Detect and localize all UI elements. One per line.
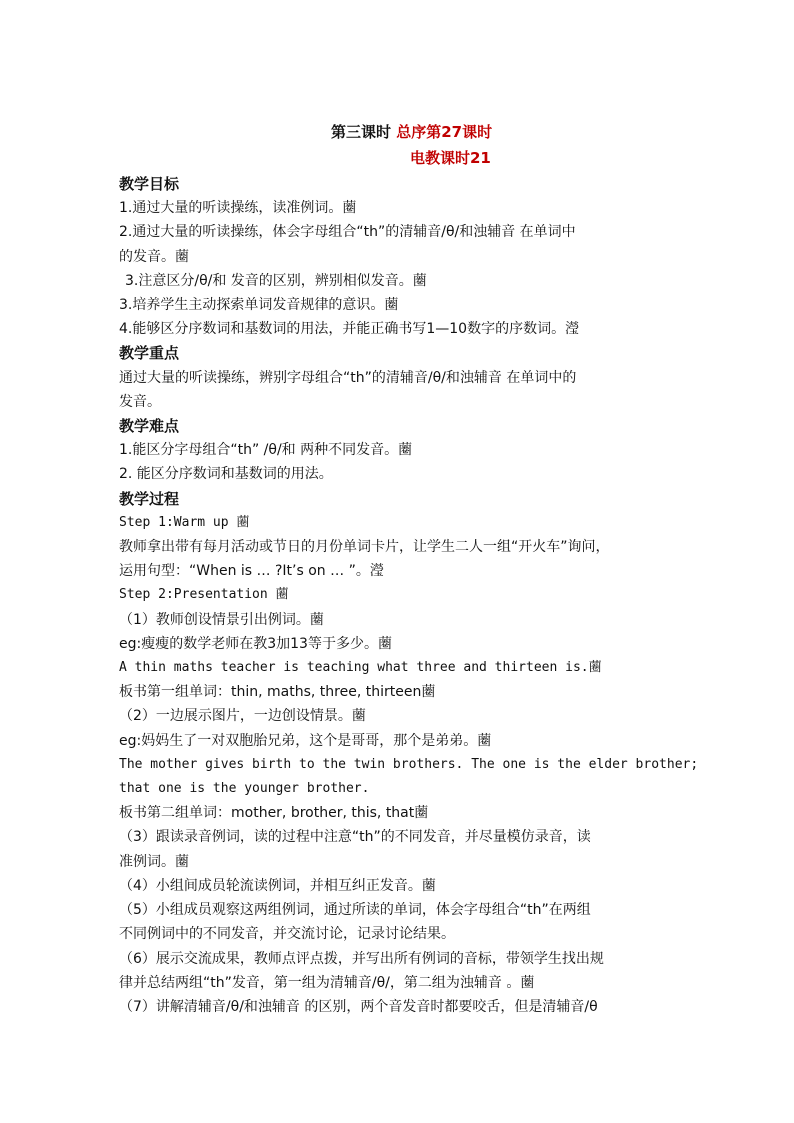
lesson-title-part1: 第三课时 xyxy=(331,123,397,141)
text-line: Step 2:Presentation 蔨 xyxy=(119,587,289,603)
lesson-subtitle: 电教课时21 xyxy=(410,149,491,167)
text-line: 2. 能区分序数词和基数词的用法。 xyxy=(119,466,333,483)
text-line: （7）讲解清辅音/θ/和浊辅音 的区别，两个音发音时都要咬舌，但是清辅音/θ xyxy=(119,998,598,1015)
text-line: Step 1:Warm up 蔨 xyxy=(119,514,250,530)
text-line: （4）小组间成员轮流读例词，并相互纠正发音。蔨 xyxy=(119,877,436,894)
text-line: （1）教师创设情景引出例词。蔨 xyxy=(119,611,324,628)
text-line: 的发音。蔨 xyxy=(119,248,189,265)
text-line: 不同例词中的不同发音，并交流讨论，记录讨论结果。 xyxy=(119,926,455,943)
text-line: 2.通过大量的听读操练，体会字母组合“th”的清辅音/θ/和浊辅音 在单词中 xyxy=(119,224,576,241)
section-heading: 教学过程 xyxy=(119,489,180,508)
text-line: （5）小组成员观察这两组例词，通过所读的单词，体会字母组合“th”在两组 xyxy=(119,902,591,919)
text-line: 运用句型：“When is … ?It’s on … ”。瀅 xyxy=(119,563,384,580)
document-body xyxy=(119,172,699,1019)
text-line: 1.通过大量的听读操练，读准例词。蔨 xyxy=(119,200,357,217)
text-line: eg:瘦瘦的数学老师在教3加13等于多少。蔨 xyxy=(119,635,392,652)
text-line: 通过大量的听读操练，辨别字母组合“th”的清辅音/θ/和浊辅音 在单词中的 xyxy=(119,369,577,386)
text-line: 板书第一组单词：thin, maths, three, thirteen蔨 xyxy=(119,684,436,701)
text-line: 3.培养学生主动探索单词发音规律的意识。蔨 xyxy=(119,297,399,314)
text-line: 教师拿出带有每月活动或节日的月份单词卡片，让学生二人一组“开火车”询问， xyxy=(119,539,610,556)
text-line: eg:妈妈生了一对双胞胎兄弟，这个是哥哥，那个是弟弟。蔨 xyxy=(119,732,492,749)
text-line: that one is the younger brother. xyxy=(119,781,370,797)
text-line: A thin maths teacher is teaching what three and thirteen is.蔨 xyxy=(119,660,602,676)
text-line: 4.能够区分序数词和基数词的用法，并能正确书写1—10数字的序数词。瀅 xyxy=(119,321,580,338)
text-line: 准例词。蔨 xyxy=(119,853,189,870)
text-line: 板书第二组单词：mother, brother, this, that蔨 xyxy=(119,805,429,822)
section-heading: 教学目标 xyxy=(119,175,180,193)
section-heading: 教学重点 xyxy=(119,344,180,363)
text-line: （2）一边展示图片，一边创设情景。蔨 xyxy=(119,708,366,725)
lesson-title-part2: 总序第27课时 xyxy=(396,123,493,141)
text-line: The mother gives birth to the twin brothers. The one is the elder brother; xyxy=(119,756,699,772)
text-line: 律并总结两组“th”发音，第一组为清辅音/θ/，第二组为浊辅音 。蔨 xyxy=(119,974,535,991)
section-heading: 教学难点 xyxy=(119,417,180,436)
text-line: 1.能区分字母组合“th” /θ/和 两种不同发音。蔨 xyxy=(119,442,413,459)
text-line: 发音。 xyxy=(119,393,161,410)
text-line: （3）跟读录音例词，读的过程中注意“th”的不同发音，并尽量模仿录音，读 xyxy=(119,829,591,846)
lesson-title xyxy=(331,121,492,142)
text-line: 3.注意区分/θ/和 发音的区别，辨别相似发音。蔨 xyxy=(125,272,427,289)
text-line: （6）展示交流成果，教师点评点拨，并写出所有例词的音标，带领学生找出规 xyxy=(119,950,604,967)
